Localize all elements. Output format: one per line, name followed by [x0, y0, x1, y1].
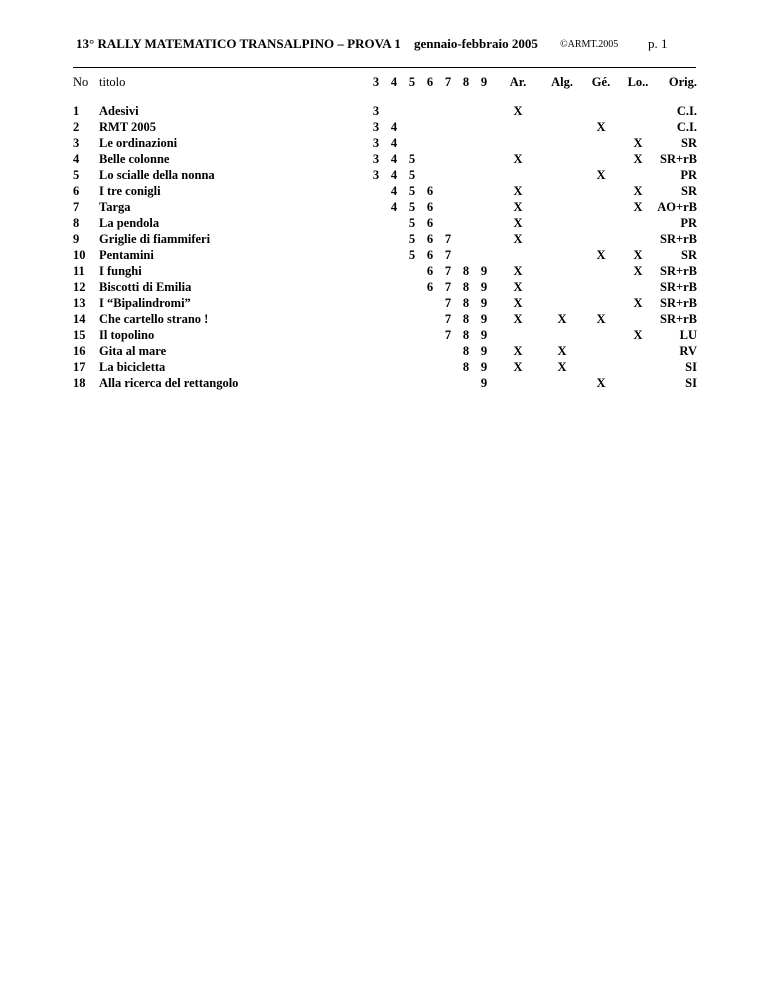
row-number: 13	[73, 296, 86, 310]
row-level: 5	[408, 216, 416, 230]
row-lo: X	[633, 264, 643, 278]
row-lo: X	[633, 184, 643, 198]
row-ge	[581, 343, 621, 359]
table-row	[73, 327, 697, 343]
row-orig: PR	[680, 168, 697, 182]
row-titolo: I funghi	[99, 264, 142, 278]
row-level	[457, 375, 475, 391]
row-level: 7	[444, 296, 452, 310]
row-titolo: Belle colonne	[99, 152, 170, 166]
row-level	[385, 279, 403, 295]
table-row	[73, 167, 697, 183]
row-ge: X	[596, 376, 606, 390]
row-alg	[543, 183, 581, 199]
row-level	[475, 151, 493, 167]
row-level: 7	[444, 280, 452, 294]
row-level: 5	[408, 200, 416, 214]
table-row	[73, 135, 697, 151]
row-level: 4	[390, 200, 398, 214]
col-header-level: 5	[408, 75, 416, 89]
row-number: 14	[73, 312, 86, 326]
row-alg	[543, 103, 581, 119]
row-number: 1	[73, 104, 80, 118]
row-orig: C.I.	[676, 120, 697, 134]
row-level	[367, 263, 385, 279]
row-alg	[543, 167, 581, 183]
row-ar: X	[513, 232, 523, 246]
row-level	[385, 359, 403, 375]
row-lo: X	[633, 136, 643, 150]
row-number: 7	[73, 200, 80, 214]
row-number: 9	[73, 232, 80, 246]
row-alg	[543, 215, 581, 231]
row-level	[475, 231, 493, 247]
row-level	[439, 359, 457, 375]
row-orig: SR	[681, 184, 697, 198]
row-alg	[543, 119, 581, 135]
row-ar	[493, 247, 543, 263]
row-level: 9	[480, 360, 488, 374]
row-ge: X	[596, 120, 606, 134]
row-number: 4	[73, 152, 80, 166]
row-number: 10	[73, 248, 86, 262]
row-level	[421, 103, 439, 119]
row-level	[475, 167, 493, 183]
row-orig: SR+rB	[660, 152, 697, 166]
col-header-level: 9	[480, 75, 488, 89]
row-number: 5	[73, 168, 80, 182]
row-level	[475, 103, 493, 119]
row-titolo: Targa	[99, 200, 131, 214]
row-level	[367, 215, 385, 231]
row-level	[457, 151, 475, 167]
row-level: 7	[444, 264, 452, 278]
col-header-level: 3	[372, 75, 380, 89]
row-lo	[621, 167, 655, 183]
row-ar: X	[513, 360, 523, 374]
row-alg	[543, 151, 581, 167]
row-ar	[493, 135, 543, 151]
row-level	[367, 295, 385, 311]
row-level: 8	[462, 296, 470, 310]
row-ar: X	[513, 264, 523, 278]
row-ge	[581, 199, 621, 215]
table-header	[73, 70, 697, 94]
header-rule	[73, 67, 696, 68]
row-number: 2	[73, 120, 80, 134]
row-orig: SR+rB	[660, 312, 697, 326]
row-level	[457, 183, 475, 199]
row-level	[457, 215, 475, 231]
table-row	[73, 343, 697, 359]
col-header-level: 8	[462, 75, 470, 89]
row-ge	[581, 135, 621, 151]
row-number: 18	[73, 376, 86, 390]
row-orig: C.I.	[676, 104, 697, 118]
row-level	[421, 135, 439, 151]
row-level: 7	[444, 248, 452, 262]
row-titolo: Il topolino	[99, 328, 155, 342]
header-row	[73, 70, 697, 94]
table-row	[73, 103, 697, 119]
row-number: 6	[73, 184, 80, 198]
row-level: 9	[480, 296, 488, 310]
row-orig: SI	[685, 376, 697, 390]
table-row	[73, 295, 697, 311]
row-lo: X	[633, 152, 643, 166]
row-level: 8	[462, 328, 470, 342]
row-level	[367, 327, 385, 343]
row-ge: X	[596, 248, 606, 262]
col-header-orig: Orig.	[668, 75, 697, 89]
row-lo	[621, 359, 655, 375]
row-level	[439, 119, 457, 135]
row-level	[367, 279, 385, 295]
row-titolo: La pendola	[99, 216, 160, 230]
row-level: 6	[426, 184, 434, 198]
row-alg	[543, 279, 581, 295]
col-header-level: 6	[426, 75, 434, 89]
row-level	[421, 151, 439, 167]
row-alg: X	[557, 312, 567, 326]
document-date: gennaio-febbraio 2005	[414, 36, 538, 51]
row-level	[367, 359, 385, 375]
row-ar: X	[513, 216, 523, 230]
row-lo: X	[633, 328, 643, 342]
row-orig: LU	[679, 328, 697, 342]
row-level	[439, 199, 457, 215]
row-ar: X	[513, 280, 523, 294]
row-orig: SI	[685, 360, 697, 374]
row-ar	[493, 167, 543, 183]
row-ar: X	[513, 296, 523, 310]
row-level	[385, 247, 403, 263]
row-titolo: Alla ricerca del rettangolo	[99, 376, 239, 390]
col-header-no: No	[73, 75, 89, 89]
row-level: 4	[390, 168, 398, 182]
row-titolo: Griglie di fiammiferi	[99, 232, 211, 246]
row-level	[403, 135, 421, 151]
row-titolo: Che cartello strano !	[99, 312, 209, 326]
row-level: 3	[372, 136, 380, 150]
row-level: 6	[426, 200, 434, 214]
document-title: 13° RALLY MATEMATICO TRANSALPINO – PROVA 1	[76, 36, 401, 51]
page-header	[0, 36, 768, 54]
row-lo	[621, 119, 655, 135]
table-row	[73, 263, 697, 279]
col-header-ge: Gé.	[591, 75, 611, 89]
row-lo: X	[633, 200, 643, 214]
row-level	[403, 359, 421, 375]
row-ge: X	[596, 168, 606, 182]
row-level: 8	[462, 344, 470, 358]
row-level: 8	[462, 360, 470, 374]
row-level	[475, 183, 493, 199]
row-level: 5	[408, 152, 416, 166]
row-lo	[621, 231, 655, 247]
row-orig: SR	[681, 136, 697, 150]
row-alg	[543, 135, 581, 151]
row-level	[421, 167, 439, 183]
row-alg	[543, 263, 581, 279]
row-level: 9	[480, 344, 488, 358]
row-level	[421, 375, 439, 391]
row-orig: SR+rB	[660, 264, 697, 278]
row-number: 16	[73, 344, 86, 358]
table-row	[73, 311, 697, 327]
table-row	[73, 231, 697, 247]
row-titolo: Adesivi	[99, 104, 139, 118]
row-lo	[621, 215, 655, 231]
row-level: 6	[426, 248, 434, 262]
row-titolo: Gita al mare	[99, 344, 167, 358]
row-level	[403, 375, 421, 391]
row-ge	[581, 359, 621, 375]
row-level	[385, 375, 403, 391]
row-alg: X	[557, 344, 567, 358]
row-ge: X	[596, 312, 606, 326]
row-titolo: I tre conigli	[99, 184, 161, 198]
row-level	[457, 199, 475, 215]
row-orig: AO+rB	[657, 200, 697, 214]
problems-table	[73, 70, 697, 391]
row-orig: RV	[679, 344, 697, 358]
row-level	[403, 327, 421, 343]
row-ar	[493, 375, 543, 391]
row-ar: X	[513, 344, 523, 358]
row-level	[457, 119, 475, 135]
row-orig: SR+rB	[660, 232, 697, 246]
row-ge	[581, 103, 621, 119]
row-number: 3	[73, 136, 80, 150]
row-ar: X	[513, 104, 523, 118]
row-ge	[581, 215, 621, 231]
row-ar: X	[513, 312, 523, 326]
row-number: 17	[73, 360, 86, 374]
col-header-lo: Lo..	[627, 75, 649, 89]
row-level	[385, 343, 403, 359]
row-ge	[581, 263, 621, 279]
row-level	[367, 343, 385, 359]
row-level	[403, 279, 421, 295]
row-lo	[621, 103, 655, 119]
row-level	[439, 167, 457, 183]
row-alg	[543, 375, 581, 391]
table-row	[73, 375, 697, 391]
row-level	[475, 119, 493, 135]
row-level: 5	[408, 184, 416, 198]
row-level: 8	[462, 280, 470, 294]
row-level	[367, 247, 385, 263]
row-level: 8	[462, 264, 470, 278]
row-orig: PR	[680, 216, 697, 230]
row-lo	[621, 375, 655, 391]
table-row	[73, 359, 697, 375]
row-level: 5	[408, 248, 416, 262]
row-level: 7	[444, 232, 452, 246]
row-level	[475, 199, 493, 215]
row-orig: SR	[681, 248, 697, 262]
table-row	[73, 183, 697, 199]
row-level	[457, 231, 475, 247]
row-level	[439, 183, 457, 199]
row-lo: X	[633, 296, 643, 310]
row-level	[367, 183, 385, 199]
row-lo	[621, 311, 655, 327]
row-level: 3	[372, 104, 380, 118]
row-titolo: Biscotti di Emilia	[99, 280, 192, 294]
row-level	[403, 119, 421, 135]
row-level: 6	[426, 280, 434, 294]
row-ge	[581, 183, 621, 199]
row-level: 6	[426, 216, 434, 230]
row-ar: X	[513, 152, 523, 166]
row-level	[367, 311, 385, 327]
row-titolo: Pentamini	[99, 248, 154, 262]
row-ar: X	[513, 184, 523, 198]
row-level	[457, 135, 475, 151]
col-header-level: 4	[390, 75, 398, 89]
row-level	[385, 263, 403, 279]
row-lo	[621, 343, 655, 359]
table-row	[73, 215, 697, 231]
row-level: 3	[372, 120, 380, 134]
row-level	[475, 247, 493, 263]
row-level	[403, 311, 421, 327]
row-alg: X	[557, 360, 567, 374]
table-row	[73, 247, 697, 263]
row-level	[439, 343, 457, 359]
row-level: 5	[408, 232, 416, 246]
row-level: 7	[444, 312, 452, 326]
row-level	[385, 215, 403, 231]
row-number: 12	[73, 280, 86, 294]
row-level	[439, 215, 457, 231]
row-level	[457, 103, 475, 119]
row-ge	[581, 231, 621, 247]
row-level	[421, 119, 439, 135]
table-body	[73, 94, 697, 391]
table-row	[73, 151, 697, 167]
row-level	[439, 103, 457, 119]
row-level	[403, 103, 421, 119]
row-alg	[543, 199, 581, 215]
table-row	[73, 279, 697, 295]
row-level	[421, 343, 439, 359]
row-titolo: La bicicletta	[99, 360, 166, 374]
row-titolo: I “Bipalindromi”	[99, 296, 191, 310]
row-ge	[581, 151, 621, 167]
row-level: 9	[480, 328, 488, 342]
col-header-level: 7	[444, 75, 452, 89]
row-level: 9	[480, 376, 488, 390]
row-lo	[621, 279, 655, 295]
row-level: 4	[390, 152, 398, 166]
row-orig: SR+rB	[660, 280, 697, 294]
row-level	[421, 327, 439, 343]
row-ar	[493, 327, 543, 343]
row-alg	[543, 247, 581, 263]
row-level: 9	[480, 280, 488, 294]
row-level: 3	[372, 152, 380, 166]
row-level	[403, 343, 421, 359]
row-level: 6	[426, 264, 434, 278]
row-level: 7	[444, 328, 452, 342]
row-titolo: Le ordinazioni	[99, 136, 178, 150]
row-alg	[543, 231, 581, 247]
col-header-alg: Alg.	[551, 75, 573, 89]
row-level	[457, 247, 475, 263]
row-level: 8	[462, 312, 470, 326]
page-number: p. 1	[648, 36, 668, 51]
row-level	[403, 295, 421, 311]
col-header-ar: Ar.	[509, 75, 527, 89]
row-level: 9	[480, 264, 488, 278]
row-alg	[543, 327, 581, 343]
row-titolo: RMT 2005	[99, 120, 157, 134]
copyright-notice: ©ARMT.2005	[560, 39, 619, 50]
row-level	[367, 231, 385, 247]
row-level	[385, 231, 403, 247]
row-number: 15	[73, 328, 86, 342]
row-level	[439, 135, 457, 151]
row-ge	[581, 295, 621, 311]
row-level	[439, 151, 457, 167]
row-level	[367, 199, 385, 215]
row-level	[367, 375, 385, 391]
row-alg	[543, 295, 581, 311]
row-level	[457, 167, 475, 183]
row-titolo: Lo scialle della nonna	[99, 168, 215, 182]
row-ar: X	[513, 200, 523, 214]
row-number: 11	[73, 264, 85, 278]
row-ar	[493, 119, 543, 135]
row-level	[385, 311, 403, 327]
table-row	[73, 119, 697, 135]
row-level	[439, 375, 457, 391]
row-level: 4	[390, 184, 398, 198]
row-ge	[581, 279, 621, 295]
row-level	[421, 359, 439, 375]
row-level: 4	[390, 120, 398, 134]
col-header-titolo: titolo	[99, 75, 126, 89]
spacer-row	[73, 94, 697, 103]
row-level: 9	[480, 312, 488, 326]
row-level	[475, 215, 493, 231]
row-level	[421, 295, 439, 311]
row-ge	[581, 327, 621, 343]
row-level	[385, 327, 403, 343]
row-level	[385, 103, 403, 119]
row-level	[403, 263, 421, 279]
row-orig: SR+rB	[660, 296, 697, 310]
row-level: 5	[408, 168, 416, 182]
row-level: 4	[390, 136, 398, 150]
row-level: 6	[426, 232, 434, 246]
row-level: 3	[372, 168, 380, 182]
row-level	[385, 295, 403, 311]
row-level	[421, 311, 439, 327]
row-number: 8	[73, 216, 80, 230]
row-level	[475, 135, 493, 151]
table-row	[73, 199, 697, 215]
row-lo: X	[633, 248, 643, 262]
